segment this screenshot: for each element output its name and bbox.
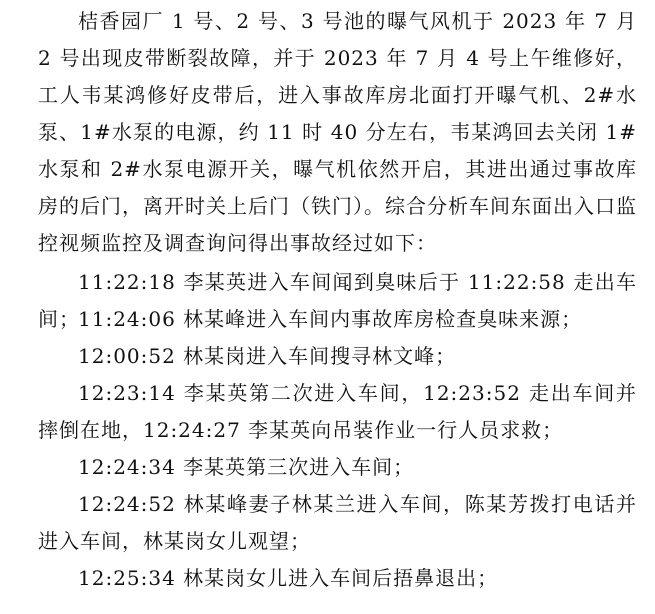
event-line: 12:23:14 李某英第二次进入车间，12:23:52 走出车间并摔倒在地，12:24:27 李某英向吊装作业一行人员求救；	[38, 381, 637, 442]
event-line: 12:25:34 林某岗女儿进入车间后捂鼻退出；	[78, 566, 499, 590]
event-line: 12:24:34 李某英第三次进入车间；	[78, 455, 415, 479]
event-line: 12:24:52 林某峰妻子林某兰进入车间，陈某芳拨打电话并进入车间，林某岗女儿观望；	[38, 492, 637, 553]
event-line: 11:24:06 林某峰进入车间内事故库房检查臭味来源；	[78, 307, 583, 331]
event-line: 11:22:18 李某英进入车间闻到臭味后于 11:22:58 走出车间；	[38, 270, 637, 331]
intro-paragraph: 桔香园厂 1 号、2 号、3 号池的曝气风机于 2023 年 7 月 2 号出现皮带断裂故障，并于 2023 年 7 月 4 号上午维修好，工人韦某鸿修好皮带后，进入事故库房北面打开曝气机、2#水泵、1#水泵的电源，约 11 时 40 分左右，韦某鸿回去关闭 1#水泵和 2#水泵电源开关，曝气机依然开启，其进出通过事故库房的后门，离开时关上后门（铁门）。综合分析车间东面出入口监控视频监控及调查询问得出事故经过如下：	[38, 9, 637, 255]
event-line: 12:00:52 林某岗进入车间搜寻林文峰；	[78, 344, 457, 368]
